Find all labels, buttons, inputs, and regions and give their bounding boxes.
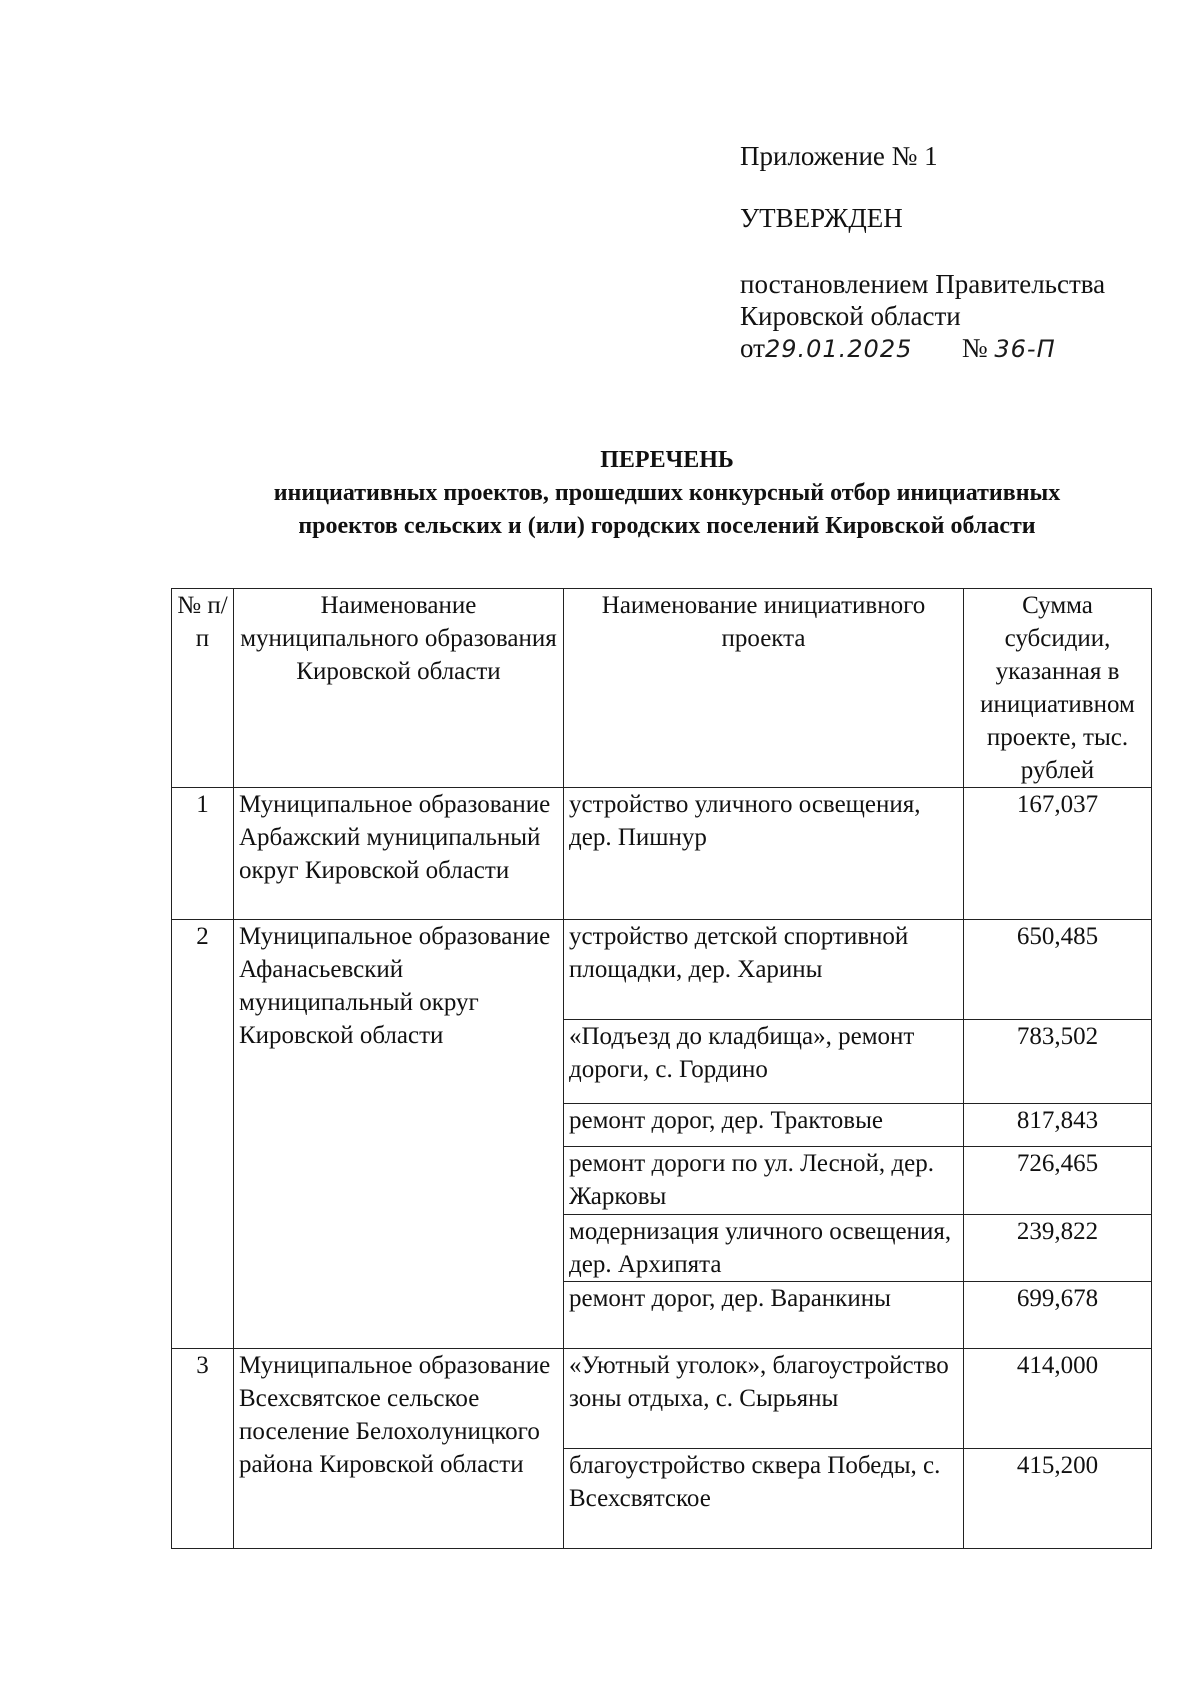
subsidy-sum: 167,037 (964, 788, 1152, 920)
title-main: ПЕРЕЧЕНЬ (600, 447, 734, 473)
subsidy-sum: 726,465 (964, 1147, 1152, 1215)
document-title (150, 444, 1184, 543)
subsidy-sum: 414,000 (964, 1349, 1152, 1449)
project-name: устройство уличного освещения, дер. Пишнур (564, 788, 964, 920)
handwritten-number: 36-П (994, 335, 1056, 363)
project-name: «Уютный уголок», благоустройство зоны отдыха, с. Сырьяны (564, 1349, 964, 1449)
project-name: ремонт дорог, дер. Трактовые (564, 1104, 964, 1147)
decree-line-1: постановлением Правительства (740, 269, 1106, 299)
title-subtitle-1: инициативных проектов, прошедших конкурсный отбор инициативных (273, 480, 1061, 506)
date-prefix: от (740, 333, 765, 363)
appendix-header (740, 140, 1105, 365)
row-number: 3 (172, 1349, 234, 1549)
row-number: 1 (172, 788, 234, 920)
header-sum: Сумма субсидии, указанная в инициативном проекте, тыс. рублей (964, 589, 1152, 788)
subsidy-sum: 239,822 (964, 1215, 1152, 1282)
number-prefix: № (961, 333, 988, 363)
subsidy-sum: 415,200 (964, 1449, 1152, 1549)
table-row (172, 788, 1152, 920)
municipality-name: Муниципальное образование Афанасьевский муниципальный округ Кировской области (234, 920, 564, 1349)
project-name: ремонт дорог, дер. Варанкины (564, 1282, 964, 1349)
header-project: Наименование инициативного проекта (564, 589, 964, 788)
projects-table (171, 588, 1152, 1549)
decree-line-2: Кировской области (740, 301, 961, 331)
project-name: благоустройство сквера Победы, с. Всехсвятское (564, 1449, 964, 1549)
subsidy-sum: 650,485 (964, 920, 1152, 1020)
table-row (172, 920, 1152, 1020)
header-num: № п/п (172, 589, 234, 788)
appendix-label: Приложение № 1 (740, 141, 938, 171)
project-name: «Подъезд до кладбища», ремонт дороги, с. Гордино (564, 1020, 964, 1104)
project-name: ремонт дороги по ул. Лесной, дер. Жарковы (564, 1147, 964, 1215)
project-name: модернизация уличного освещения, дер. Архипята (564, 1215, 964, 1282)
approved-label: УТВЕРЖДЕН (740, 203, 903, 233)
date-number-line (740, 332, 1105, 365)
subsidy-sum: 699,678 (964, 1282, 1152, 1349)
table-row (172, 1349, 1152, 1449)
subsidy-sum: 817,843 (964, 1104, 1152, 1147)
project-name: устройство детской спортивной площадки, дер. Харины (564, 920, 964, 1020)
table-header-row (172, 589, 1152, 788)
row-number: 2 (172, 920, 234, 1349)
handwritten-date: 29.01.2025 (764, 335, 913, 363)
title-subtitle-2: проектов сельских и (или) городских поселений Кировской области (298, 513, 1036, 539)
municipality-name: Муниципальное образование Арбажский муниципальный округ Кировской области (234, 788, 564, 920)
subsidy-sum: 783,502 (964, 1020, 1152, 1104)
municipality-name: Муниципальное образование Всехсвятское сельское поселение Белохолуницкого района Кировской области (234, 1349, 564, 1549)
header-municipality: Наименование муниципального образования Кировской области (234, 589, 564, 788)
